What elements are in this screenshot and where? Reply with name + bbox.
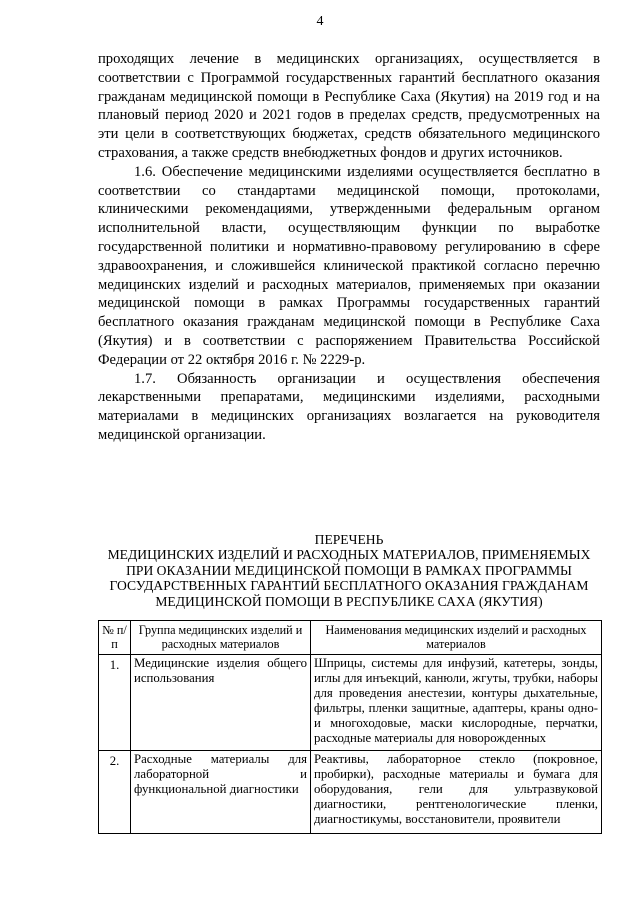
list-title-line: ПРИ ОКАЗАНИИ МЕДИЦИНСКОЙ ПОМОЩИ В РАМКАХ ПРОГРАММЫ	[126, 562, 572, 578]
list-title-line: МЕДИЦИНСКИХ ИЗДЕЛИЙ И РАСХОДНЫХ МАТЕРИАЛОВ, ПРИМЕНЯЕМЫХ	[107, 547, 591, 563]
paragraph: 1.6. Обеспечение медицинскими изделиями осуществляется бесплатно в соответствии со стандартами медицинской помощи, протоколами, клиническими рекомендациями, утвержденными федеральным органом исполнительной власти, осуществляющим функции по выработке государственной политики и нормативно-правовому регулированию в сфере здравоохранения, и сложившейся клинической практикой согласно перечню медицинских изделий и расходных материалов, применяемых при оказании медицинской помощи в рамках Программы государственных гарантий бесплатного оказания гражданам медицинской помощи в Республике Саха (Якутия) и в соответствии с распоряжением Правительства Российской Федерации от 22 октября 2016 г. № 2229-р.	[98, 163, 600, 368]
list-title-line: МЕДИЦИНСКОЙ ПОМОЩИ В РЕСПУБЛИКЕ САХА (ЯКУТИЯ)	[155, 593, 543, 609]
row-items: Шприцы, системы для инфузий, катетеры, зонды, иглы для инъекций, канюли, жгуты, трубки, наборы для проведения анестезии, контуры дыхательные, фильтры, пленки защитные, адаптеры, краны одно- и многоходовые, маски кислородные, перчатки, расходные материалы для новорожденных	[311, 654, 602, 750]
document-body	[98, 50, 600, 445]
row-items: Реактивы, лабораторное стекло (покровное, пробирки), расходные материалы и бумага для оборудования, гели для ультразвуковой диагностики, рентгенологические пленки, диагностикумы, восстановители, проявители	[311, 750, 602, 833]
list-title-line: ПЕРЕЧЕНЬ	[314, 532, 384, 547]
list-title	[98, 532, 600, 609]
table-row	[99, 750, 602, 833]
row-num: 1.	[99, 654, 131, 750]
table-row	[99, 654, 602, 750]
paragraph: 1.7. Обязанность организации и осуществления обеспечения лекарственными препаратами, медицинскими изделиями, расходными материалами в медицинских организациях возлагается на руководителя медицинской организации.	[98, 370, 600, 443]
row-group: Расходные материалы для лабораторной и функциональной диагностики	[131, 750, 311, 833]
row-group: Медицинские изделия общего использования	[131, 654, 311, 750]
page-number: 4	[316, 14, 324, 29]
table-header-row	[99, 621, 602, 655]
header-group: Группа медицинских изделий и расходных материалов	[131, 621, 311, 655]
paragraph: проходящих лечение в медицинских организациях, осуществляется в соответствии с Программой государственных гарантий бесплатного оказания гражданам медицинской помощи в Республике Саха (Якутия) на 2019 год и на плановый период 2020 и 2021 годов в пределах средств, предусмотренных на эти цели в соответствующих бюджетах, средств обязательного медицинского страхования, а также средств внебюджетных фондов и других источников.	[98, 51, 600, 161]
medical-items-table	[98, 620, 602, 834]
row-num: 2.	[99, 750, 131, 833]
header-num: № п/п	[99, 621, 131, 655]
list-title-line: ГОСУДАРСТВЕННЫХ ГАРАНТИЙ БЕСПЛАТНОГО ОКАЗАНИЯ ГРАЖДАНАМ	[109, 578, 589, 594]
header-items: Наименования медицинских изделий и расходных материалов	[311, 621, 602, 655]
